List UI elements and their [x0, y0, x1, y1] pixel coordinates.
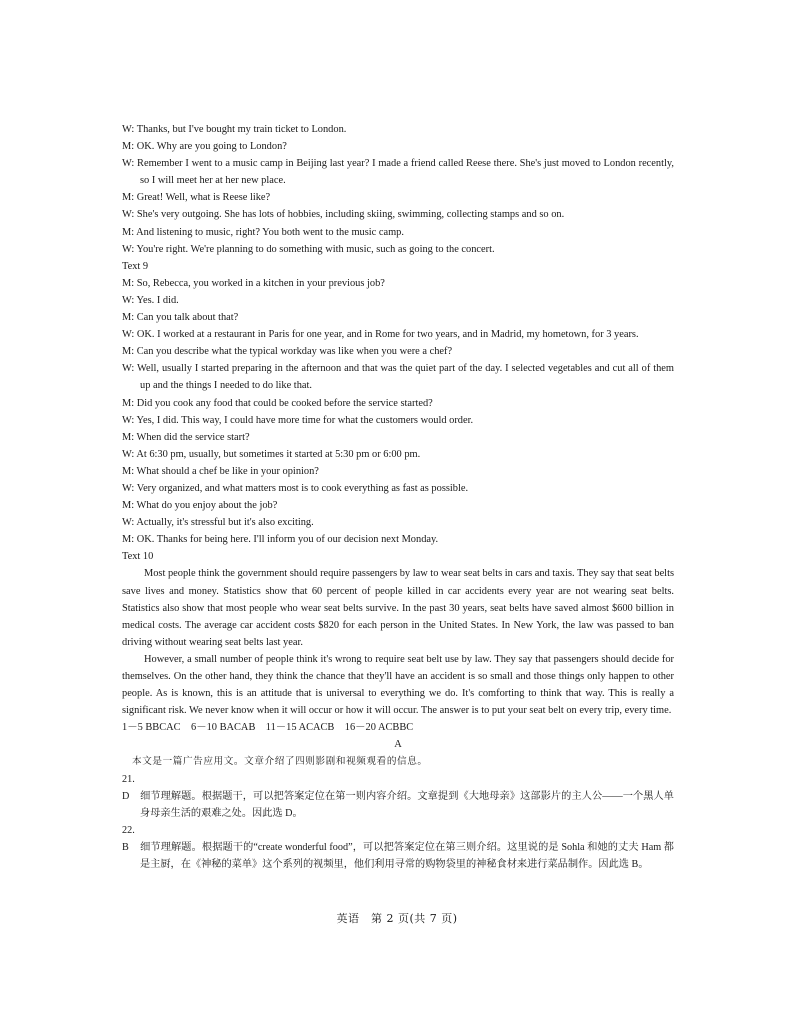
text9-label: Text 9: [122, 260, 149, 272]
dialogue-line: W: OK. I worked at a restaurant in Paris for one year, and in Rome for two years, and in Madrid, my hometown, for 3 years.: [122, 329, 639, 341]
text10-label: Text 10: [122, 551, 154, 563]
dialogue-line: M: OK. Thanks for being here. I'll inform you of our decision next Monday.: [122, 534, 439, 546]
text10-paragraph: However, a small number of people think it's wrong to require seat belt use by law. They say that passengers should decide for themselves. On the other hand, they think the chance that they'll have an accident is so small and those things only happen to other people. As is known, this is an attitude that is universal to everything we do. It's comforting to think that way. This is really a significant risk. We never know when it will occur or how it will occur. The answer is to put your seat belt on every trip, every time.: [122, 653, 674, 717]
dialogue-line: W: Actually, it's stressful but it's also exciting.: [122, 517, 314, 529]
explanation-number: 22. B: [122, 824, 135, 853]
dialogue-line: W: Yes, I did. This way, I could have more time for what the customers would order.: [122, 414, 474, 426]
dialogue-line: W: Yes. I did.: [122, 294, 179, 306]
dialogue-line: M: What should a chef be like in your opinion?: [122, 465, 319, 477]
dialogue-line: W: Thanks, but I've bought my train ticket to London.: [122, 124, 347, 135]
explanation-number: 21. D: [122, 773, 135, 802]
page-footer: 英语 第 2 页(共 7 页): [336, 912, 458, 925]
dialogue-line: M: What do you enjoy about the job?: [122, 500, 278, 512]
dialogue-line: W: You're right. We're planning to do something with music, such as going to the concert.: [122, 243, 495, 255]
dialogue-line: W: Very organized, and what matters most is to cook everything as fast as possible.: [122, 482, 469, 494]
explanation-text: 细节理解题。根据题干的“create wonderful food”，可以把答案定位在第三则介绍。这里说的是 Sohla 和她的丈夫 Ham 都是主厨，在《神秘的菜单》这个系列的视频里，他们利用寻常的购物袋里的神秘食材来进行菜品制作。因此选 B。: [140, 841, 674, 871]
section-a-summary: 本文是一篇广告应用文。文章介绍了四则影剧和视频观看的信息。: [132, 756, 428, 768]
dialogue-top: [122, 121, 674, 258]
dialogue-line: W: Well, usually I started preparing in the afternoon and that was the quiet part of the day. I selected vegetables and cut all of them up and the things I needed to do like that.: [122, 363, 674, 392]
dialogue-line: M: When did the service start?: [122, 431, 250, 443]
dialogue-line: M: So, Rebecca, you worked in a kitchen in your previous job?: [122, 277, 385, 289]
document-body: [122, 121, 674, 873]
dialogue-line: M: Can you describe what the typical workday was like when you were a chef?: [122, 346, 453, 358]
dialogue-line: M: And listening to music, right? You both went to the music camp.: [122, 226, 404, 238]
dialogue-line: M: Did you cook any food that could be cooked before the service started?: [122, 397, 433, 409]
section-a-heading: A: [394, 739, 402, 751]
dialogue-line: W: She's very outgoing. She has lots of hobbies, including skiing, swimming, collecting stamps and so on.: [122, 209, 565, 221]
explanation-item: [122, 771, 674, 822]
dialogue-line: W: At 6:30 pm, usually, but sometimes it started at 5:30 pm or 6:00 pm.: [122, 448, 421, 460]
text10-paragraph: Most people think the government should require passengers by law to wear seat belts in cars and taxis. They say that seat belts save lives and money. Statistics show that 60 percent of people killed in car accidents every year are not wearing seat belts. Statistics also show that most people who wear seat belts survive. In the past 30 years, seat belts have saved almost $600 billion in medical costs. The average car accident costs $820 for each person in the United States. In New York, the law was passed to ban driving without wearing seat belts last year.: [122, 568, 674, 648]
dialogue-line: M: Can you talk about that?: [122, 312, 239, 324]
explanation-item: [122, 822, 674, 873]
explanation-text: 细节理解题。根据题干，可以把答案定位在第一则内容介绍。文章提到《大地母亲》这部影片的主人公——一个黑人单身母亲生活的艰难之处。因此选 D。: [140, 790, 674, 819]
dialogue-line: M: OK. Why are you going to London?: [122, 141, 287, 153]
dialogue-line: W: Remember I went to a music camp in Beijing last year? I made a friend called Reese there. She's just moved to London recently, so I will meet her at her new place.: [122, 158, 674, 187]
dialogue-line: M: Great! Well, what is Reese like?: [122, 192, 271, 204]
answer-key: 1－5 BBCAC 6－10 BACAB 11－15 ACACB 16－20 ACBBC: [122, 722, 414, 734]
text9-dialogue: [122, 275, 674, 549]
